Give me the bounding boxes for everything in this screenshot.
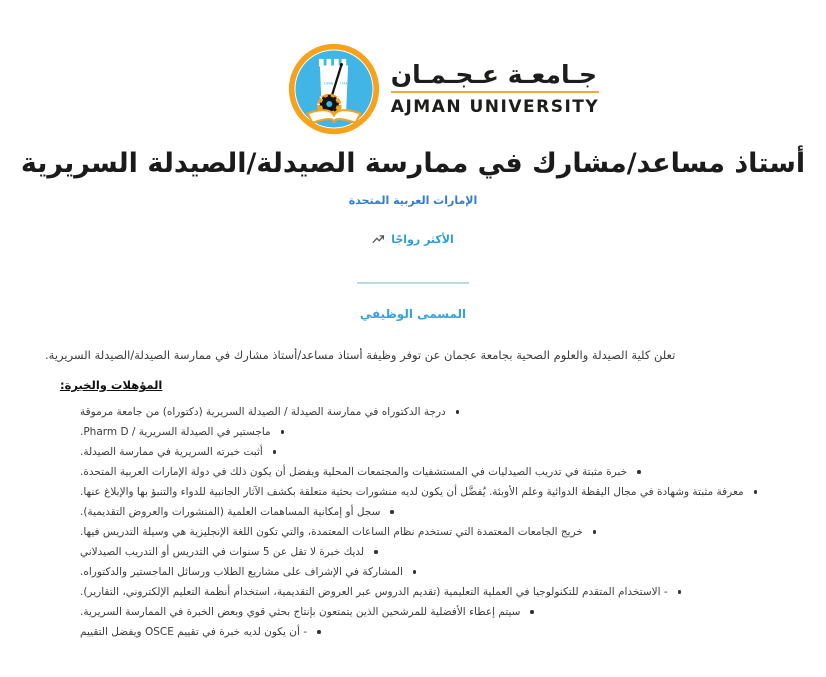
logo-divider	[391, 91, 599, 93]
university-logo-icon	[287, 42, 381, 136]
list-item	[80, 482, 771, 502]
list-item-text: سيتم إعطاء الأفضلية للمرشحين الذين يتمتعون بإنتاج بحثي قوي وبعض الخبرة في الممارسة السريرية.	[80, 606, 521, 619]
logo-arabic-name: جـامعـة عـجـمـان	[390, 59, 597, 89]
list-item	[80, 582, 771, 602]
trending-link[interactable]	[0, 233, 826, 246]
list-item-text: المشاركة في الإشراف على مشاريع الطلاب ورسائل الماجستير والدكتوراه.	[80, 566, 403, 579]
list-item-text: درجة الدكتوراه في ممارسة الصيدلة / الصيدلة السريرية (دكتوراه) من جامعة مرموقة	[80, 406, 446, 419]
bullet-icon	[273, 450, 277, 454]
list-item-text: أثبت خبرته السريرية في ممارسة الصيدلة.	[80, 446, 263, 459]
intro-paragraph: تعلن كلية الصيدلة والعلوم الصحية بجامعة عجمان عن توفر وظيفة أستاذ مساعد/أستاذ مشارك في ممارسة الصيدلة/الصيدلة السريرية.	[45, 348, 676, 363]
job-posting-page	[0, 42, 826, 677]
list-item-text: سجل أو إمكانية المساهمات العلمية (المنشورات والعروض التقديمية).	[80, 506, 381, 519]
list-item	[80, 462, 771, 482]
qualifications-heading: المؤهلات والخبرة:	[60, 378, 163, 393]
bullet-icon	[637, 470, 641, 474]
list-item-text: - أن يكون لديه خبرة في تقييم OSCE ويفضل التقييم	[80, 626, 308, 639]
qualifications-list	[0, 402, 826, 642]
location-link[interactable]: الإمارات العربية المتحدة	[348, 194, 478, 208]
list-item	[80, 562, 771, 582]
list-item	[80, 422, 771, 442]
bullet-icon	[456, 410, 460, 414]
list-item	[80, 602, 771, 622]
list-item-text: خريج الجامعات المعتمدة التي تستخدم نظام الساعات المعتمدة، والتي تكون اللغة الإنجليزية هي وسيلة التدريس فيها.	[80, 526, 583, 539]
list-item	[80, 522, 771, 542]
list-item-text: لديك خبرة لا تقل عن 5 سنوات في التدريس أو التدريب الصيدلاني	[80, 546, 365, 559]
bullet-icon	[593, 530, 597, 534]
page-title: أستاذ مساعد/مشارك في ممارسة الصيدلة/الصيدلة السريرية	[20, 148, 806, 179]
bullet-icon	[530, 610, 534, 614]
list-item	[80, 542, 771, 562]
university-logo	[30, 42, 826, 136]
list-item	[80, 402, 771, 422]
list-item-text: - الاستخدام المتقدم للتكنولوجيا في العملية التعليمية (تقديم الدروس عبر العروض التقديمية، استخدام أنظمة التعليم الإلكتروني، التقارير).	[80, 586, 668, 599]
bullet-icon	[754, 490, 758, 494]
bullet-icon	[374, 550, 378, 554]
logo-english-name: AJMAN UNIVERSITY	[390, 97, 600, 118]
list-item-text: معرفة مثبتة وشهادة في مجال اليقظة الدوائية وعلم الأوبئة. يُفضَّل أن يكون لديه منشورات بحثية متعلقة بكشف الآثار الجانبية للدواء والتنبؤ بها والإبلاغ عنها.	[80, 486, 744, 499]
job-title-section-label: المسمى الوظيفي	[359, 307, 467, 322]
bullet-icon	[317, 630, 321, 634]
svg-text:1988: 1988	[323, 81, 334, 86]
bullet-icon	[281, 430, 285, 434]
logo-wordmark	[391, 61, 599, 118]
list-item	[80, 622, 771, 642]
trending-up-icon	[372, 233, 385, 246]
svg-text:١٩٨٨: ١٩٨٨	[339, 81, 348, 86]
bullet-icon	[678, 590, 682, 594]
list-item-text: ماجستير في الصيدلة السريرية / Pharm D.	[80, 426, 271, 439]
bullet-icon	[413, 570, 417, 574]
bullet-icon	[390, 510, 394, 514]
list-item-text: خبرة مثبتة في تدريب الصيدليات في المستشفيات والمجتمعات المحلية ويفضل أن يكون ذلك في دولة الإمارات العربية المتحدة.	[80, 466, 628, 479]
section-divider	[357, 282, 469, 284]
list-item	[80, 502, 771, 522]
list-item	[80, 442, 771, 462]
trending-label: الأكثر رواجًا	[391, 233, 454, 247]
